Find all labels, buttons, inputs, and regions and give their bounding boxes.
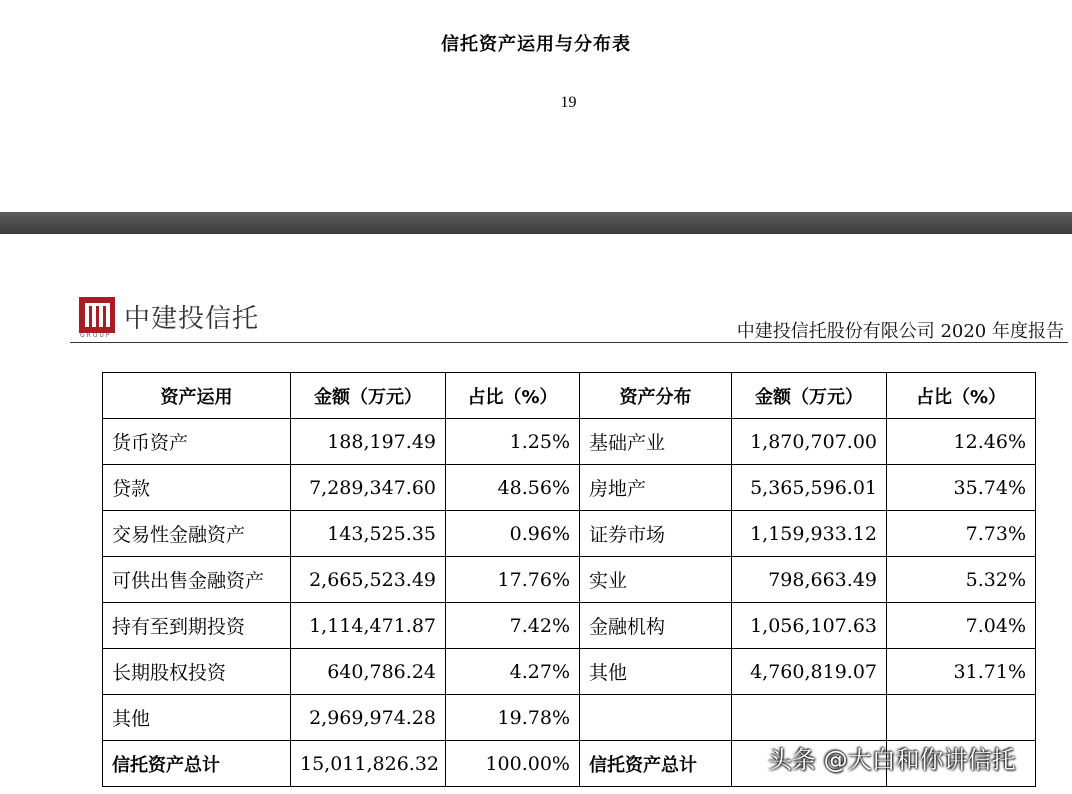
table-cell: 5,365,596.01 (732, 465, 887, 511)
table-cell: 其他 (580, 649, 732, 695)
table-cell: 货币资产 (103, 419, 291, 465)
table-cell: 长期股权投资 (103, 649, 291, 695)
total-label-left: 信托资产总计 (103, 741, 291, 787)
table-row (103, 511, 1036, 557)
table-cell: 交易性金融资产 (103, 511, 291, 557)
page-divider-band (0, 212, 1072, 234)
table-cell: 基础产业 (580, 419, 732, 465)
table-cell: 2,969,974.28 (291, 695, 446, 741)
page-title: 信托资产运用与分布表 (441, 34, 631, 55)
table-cell: 7.04% (887, 603, 1036, 649)
table-cell: 0.96% (446, 511, 580, 557)
table-cell (887, 695, 1036, 741)
watermark-text: 头条 @大白和你讲信托 (768, 746, 1016, 774)
table-cell: 5.32% (887, 557, 1036, 603)
table-cell: 实业 (580, 557, 732, 603)
table-cell: 48.56% (446, 465, 580, 511)
table-cell: 35.74% (887, 465, 1036, 511)
header-amount: 金额（万元） (732, 373, 887, 419)
header-asset-distribution: 资产分布 (580, 373, 732, 419)
table-cell: 持有至到期投资 (103, 603, 291, 649)
table-cell: 1,870,707.00 (732, 419, 887, 465)
table-cell: 188,197.49 (291, 419, 446, 465)
table-cell: 1,056,107.63 (732, 603, 887, 649)
table-cell: 7,289,347.60 (291, 465, 446, 511)
header-amount: 金额（万元） (291, 373, 446, 419)
table-cell: 143,525.35 (291, 511, 446, 557)
header-rule (70, 342, 1068, 343)
page-number: 19 (560, 94, 577, 111)
table-cell: 100.00% (446, 741, 580, 787)
company-logo-icon (79, 297, 115, 333)
table-row (103, 419, 1036, 465)
table-cell: 4.27% (446, 649, 580, 695)
table-cell: 其他 (103, 695, 291, 741)
table-cell: 4,760,819.07 (732, 649, 887, 695)
table-cell: 15,011,826.32 (291, 741, 446, 787)
table-row (103, 603, 1036, 649)
table-cell: 房地产 (580, 465, 732, 511)
table-cell (732, 695, 887, 741)
table-cell: 1,114,471.87 (291, 603, 446, 649)
header-asset-use: 资产运用 (103, 373, 291, 419)
table-cell: 可供出售金融资产 (103, 557, 291, 603)
logo-group-text: GROUP (80, 332, 112, 339)
table-cell: 640,786.24 (291, 649, 446, 695)
table-row (103, 649, 1036, 695)
table-cell: 证券市场 (580, 511, 732, 557)
table-header-row (103, 373, 1036, 419)
asset-distribution-table (102, 372, 1036, 787)
table-row (103, 695, 1036, 741)
total-label-right: 信托资产总计 (580, 741, 732, 787)
table-cell: 17.76% (446, 557, 580, 603)
table-cell: 贷款 (103, 465, 291, 511)
table-cell: 2,665,523.49 (291, 557, 446, 603)
header-ratio: 占比（%） (887, 373, 1036, 419)
table-cell: 12.46% (887, 419, 1036, 465)
table-cell: 金融机构 (580, 603, 732, 649)
table-cell (580, 695, 732, 741)
report-title: 中建投信托股份有限公司 2020 年度报告 (736, 321, 1064, 342)
table-cell: 19.78% (446, 695, 580, 741)
table-cell: 31.71% (887, 649, 1036, 695)
table-cell: 798,663.49 (732, 557, 887, 603)
logo-company-name: 中建投信托 (124, 304, 260, 334)
table-cell: 1.25% (446, 419, 580, 465)
table-cell: 1,159,933.12 (732, 511, 887, 557)
header-ratio: 占比（%） (446, 373, 580, 419)
table-cell: 7.42% (446, 603, 580, 649)
table-row (103, 465, 1036, 511)
table-cell: 7.73% (887, 511, 1036, 557)
table-row (103, 557, 1036, 603)
